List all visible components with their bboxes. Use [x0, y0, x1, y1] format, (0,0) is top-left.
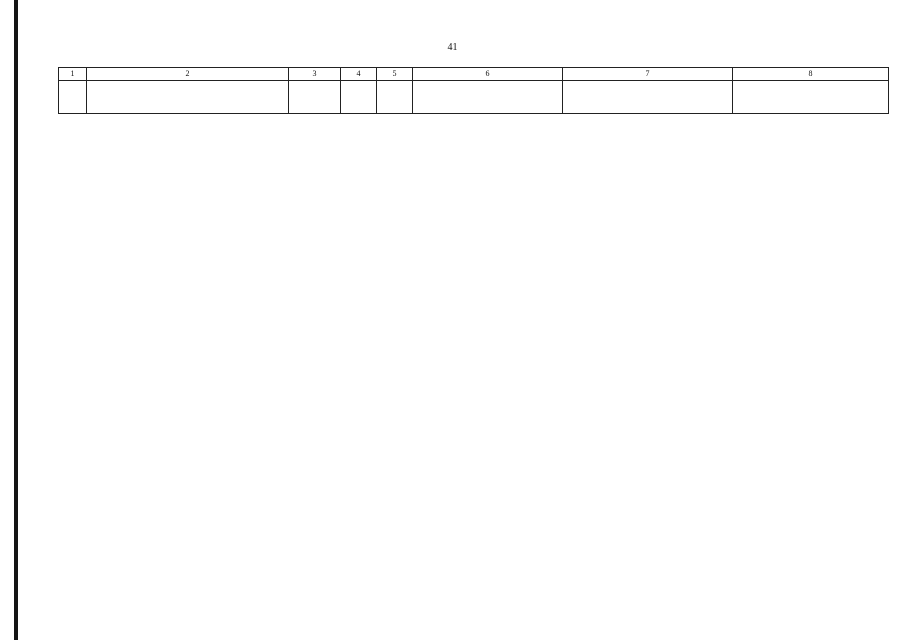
table-body	[59, 81, 889, 114]
column-number: 8	[733, 68, 889, 81]
table-cell	[413, 81, 563, 114]
plan-table	[58, 67, 889, 114]
table-cell	[341, 81, 377, 114]
table-row	[59, 81, 889, 114]
table-cell	[733, 81, 889, 114]
column-number-row	[59, 68, 889, 81]
column-number: 3	[289, 68, 341, 81]
table-cell	[289, 81, 341, 114]
column-number: 5	[377, 68, 413, 81]
column-number: 2	[87, 68, 289, 81]
column-number: 1	[59, 68, 87, 81]
scan-edge-bar	[14, 0, 18, 640]
table-cell	[377, 81, 413, 114]
table-cell	[59, 81, 87, 114]
page-number: 41	[447, 42, 458, 53]
column-number: 7	[563, 68, 733, 81]
table-cell	[563, 81, 733, 114]
table-cell	[87, 81, 289, 114]
column-number: 6	[413, 68, 563, 81]
column-number: 4	[341, 68, 377, 81]
